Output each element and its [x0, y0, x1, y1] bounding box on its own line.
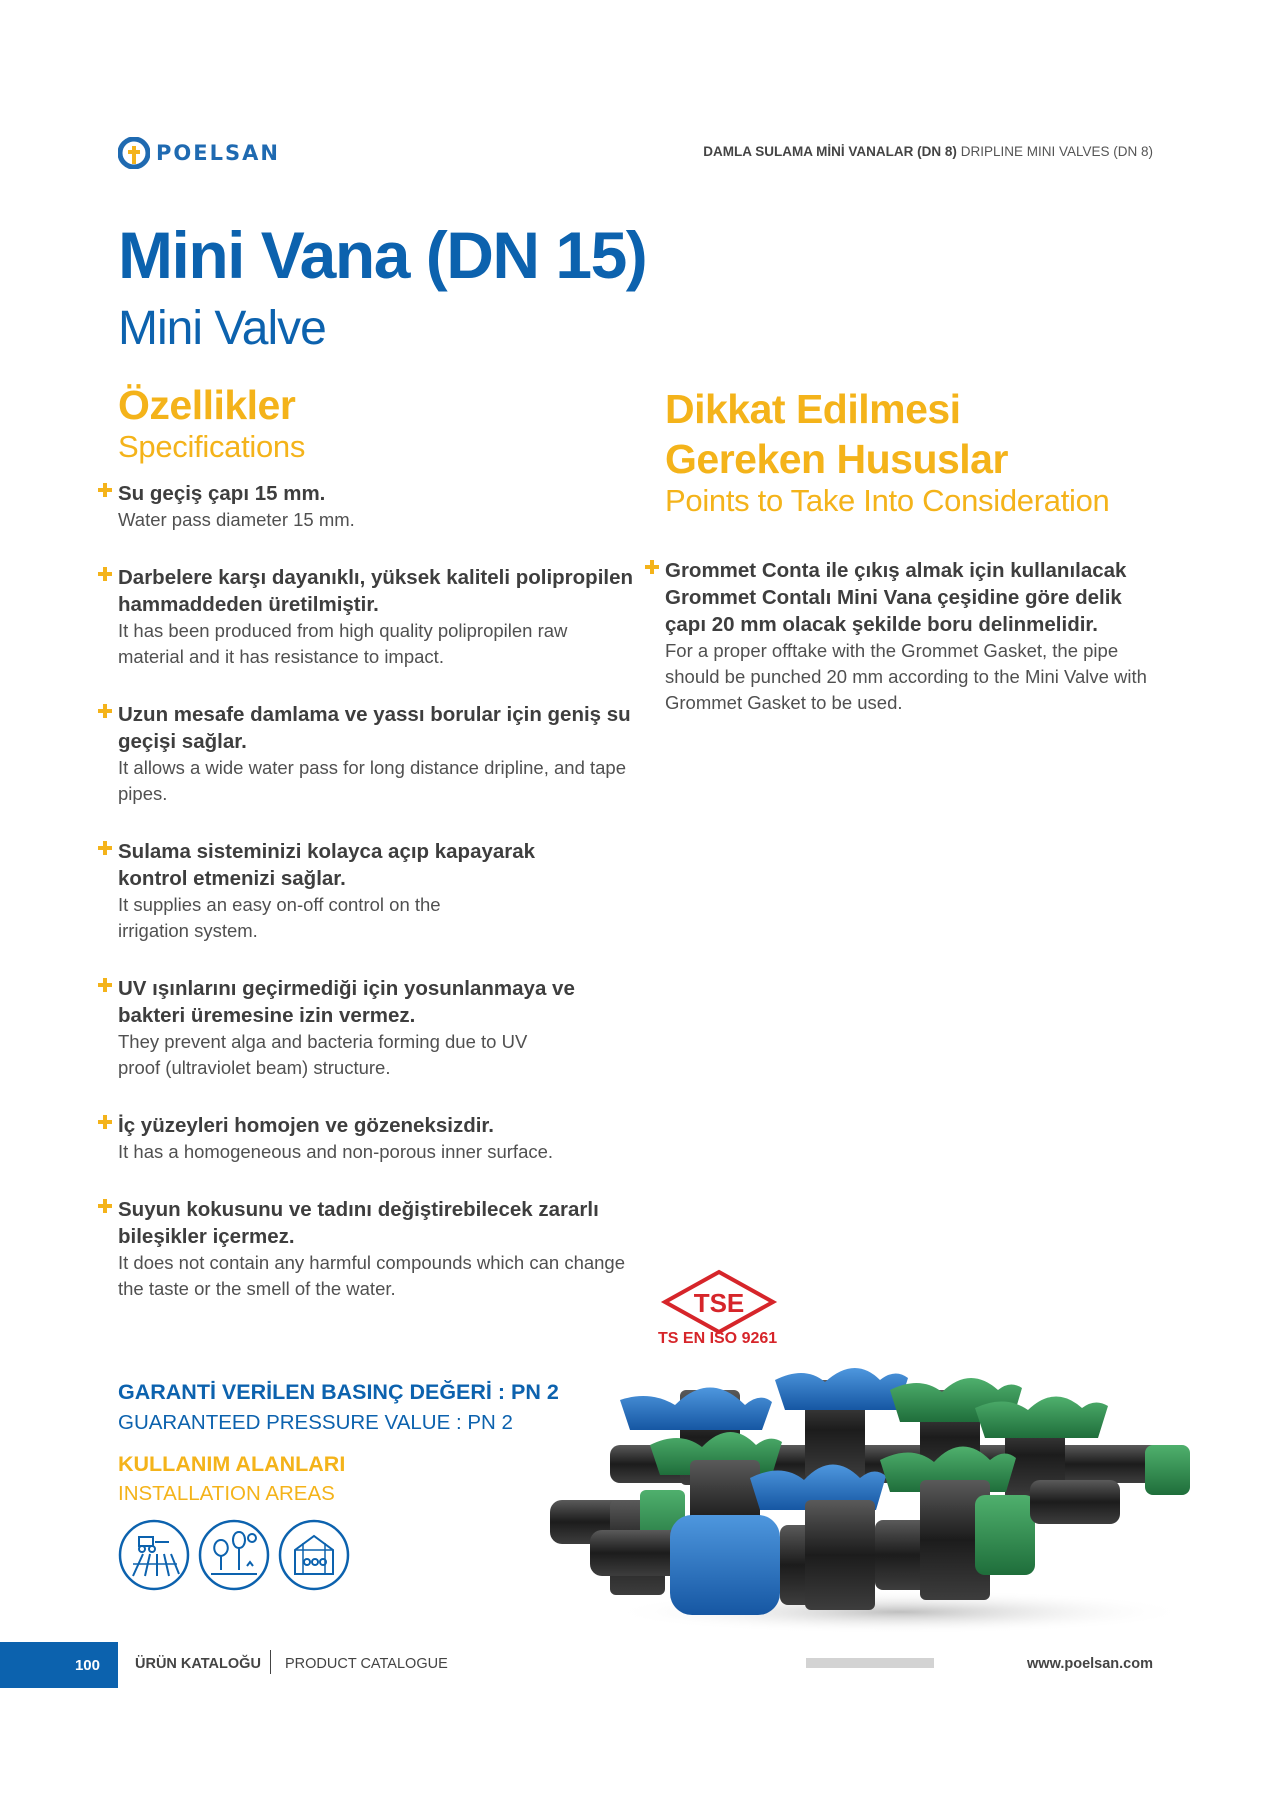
garden-trees-icon: [197, 1518, 271, 1592]
plus-bullet-icon: [645, 560, 659, 574]
consideration-item-en: For a proper offtake with the Grommet Gasket, the pipe should be punched 20 mm according to the Mini Valve with Grommet Gasket to be used.: [665, 640, 1147, 713]
spec-item-tr: Darbelere karşı dayanıklı, yüksek kaliteli polipropilen hammaddeden üretilmiştir.: [118, 566, 634, 616]
consideration-list: [665, 557, 1165, 716]
footer-catalog-en: PRODUCT CATALOGUE: [285, 1656, 448, 1672]
guarantee-en: GUARANTEED PRESSURE VALUE : PN 2: [118, 1411, 513, 1434]
spec-item-tr: Uzun mesafe damlama ve yassı borular için geniş su geçişi sağlar.: [118, 703, 631, 753]
spec-item: [118, 564, 638, 670]
consideration-item-tr: Grommet Conta ile çıkış almak için kullanılacak Grommet Contalı Mini Vana çeşidine göre delik çapı 20 mm olacak şekilde boru delinmelidir.: [665, 559, 1127, 636]
spec-item: [118, 838, 588, 944]
consideration-heading-en: Points to Take Into Consideration: [665, 483, 1110, 519]
tse-mark-text: TSE: [693, 1288, 745, 1318]
spec-item-en: It has a homogeneous and non-porous inner surface.: [118, 1141, 554, 1162]
page-title: Mini Vana (DN 15): [118, 218, 647, 292]
spec-item-tr: Suyun kokusunu ve tadını değiştirebilecek zararlı bileşikler içermez.: [118, 1198, 599, 1248]
spec-item-en: It has been produced from high quality polipropilen raw material and it has resistance to impact.: [118, 620, 568, 667]
poelsan-logo: [118, 136, 288, 170]
header-category-tr: DAMLA SULAMA MİNİ VANALAR (DN 8): [703, 144, 957, 159]
header-category-en: DRIPLINE MINI VALVES (DN 8): [960, 144, 1153, 159]
field-irrigation-icon: [117, 1518, 191, 1592]
plus-bullet-icon: [98, 841, 112, 855]
specifications-heading: [118, 380, 305, 464]
spec-item-en: They prevent alga and bacteria forming due to UV proof (ultraviolet beam) structure.: [118, 1031, 528, 1078]
specifications-list: [118, 480, 638, 1302]
spec-item-tr: UV ışınlarını geçirmediği için yosunlanmaya ve bakteri üremesine izin vermez.: [118, 977, 575, 1027]
mini-valves-photo: [550, 1350, 1220, 1635]
plus-bullet-icon: [98, 567, 112, 581]
spec-item: [118, 480, 638, 533]
plus-bullet-icon: [98, 978, 112, 992]
guarantee-tr: GARANTİ VERİLEN BASINÇ DEĞERİ : PN 2: [118, 1380, 559, 1404]
usage-heading-en: INSTALLATION AREAS: [118, 1482, 335, 1505]
consideration-heading-tr-2: Gereken Hususlar: [665, 436, 1008, 483]
spec-item-tr: İç yüzeyleri homojen ve gözeneksizdir.: [118, 1114, 494, 1137]
spec-item-en: Water pass diameter 15 mm.: [118, 509, 355, 530]
plus-bullet-icon: [98, 483, 112, 497]
logo-text: POELSAN: [156, 141, 280, 165]
page-number: 100: [74, 1656, 100, 1674]
consideration-item: [665, 557, 1165, 716]
spec-item-en: It does not contain any harmful compounds which can change the taste or the smell of the water.: [118, 1252, 626, 1299]
installation-area-icons: [117, 1518, 351, 1592]
footer-website-link[interactable]: www.poelsan.com: [1027, 1656, 1153, 1672]
consideration-heading-tr-1: Dikkat Edilmesi: [665, 386, 961, 432]
footer-separator: [270, 1650, 271, 1674]
header-category: [703, 144, 1153, 159]
usage-heading-tr: KULLANIM ALANLARI: [118, 1452, 346, 1476]
spec-item: [118, 1196, 638, 1302]
spec-item-tr: Su geçiş çapı 15 mm.: [118, 482, 326, 505]
specifications-heading-en: Specifications: [118, 429, 306, 465]
plus-bullet-icon: [98, 704, 112, 718]
greenhouse-icon: [277, 1518, 351, 1592]
footer-catalog-tr: ÜRÜN KATALOĞU: [135, 1656, 261, 1672]
consideration-heading: [665, 384, 1185, 518]
spec-item: [118, 1112, 638, 1165]
page-subtitle: Mini Valve: [118, 302, 326, 355]
spec-item-en: It allows a wide water pass for long distance dripline, and tape pipes.: [118, 757, 627, 804]
poelsan-logo-icon: [118, 137, 150, 169]
spec-item-tr: Sulama sisteminizi kolayca açıp kapayarak kontrol etmenizi sağlar.: [118, 840, 536, 890]
plus-bullet-icon: [98, 1115, 112, 1129]
certification-label: TS EN ISO 9261: [658, 1330, 778, 1347]
spec-item-en: It supplies an easy on-off control on the irrigation system.: [118, 894, 441, 941]
footer-bar: [806, 1658, 934, 1668]
spec-item: [118, 701, 638, 807]
spec-item: [118, 975, 638, 1081]
specifications-heading-tr: Özellikler: [118, 382, 296, 428]
plus-bullet-icon: [98, 1199, 112, 1213]
